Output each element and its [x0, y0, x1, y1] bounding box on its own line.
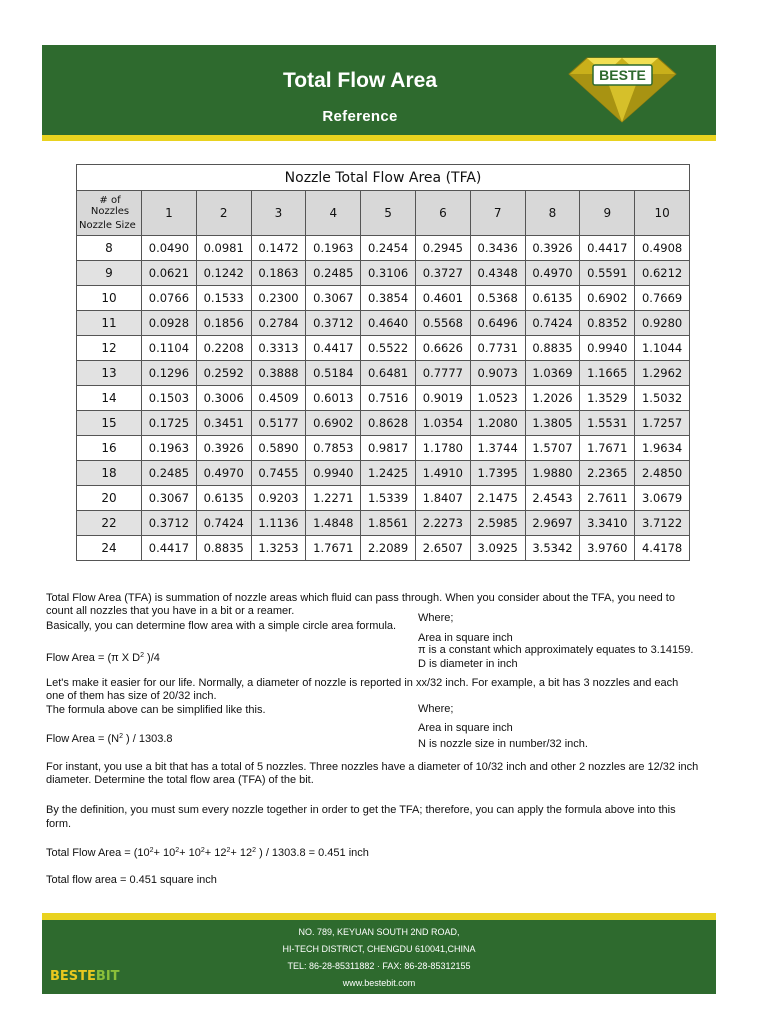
- tfa-value-cell: 0.1296: [142, 361, 197, 386]
- tfa-value-cell: 3.7122: [635, 511, 690, 536]
- formula3-term-3: + 12: [204, 847, 227, 859]
- tfa-value-cell: 0.0490: [142, 236, 197, 261]
- tfa-value-cell: 0.1963: [306, 236, 361, 261]
- example-line-1: For instant, you use a bit that has a total of 5 nozzles. Three nozzles have a diameter of 10/32 inch and other 2 nozzles are 12/32 inch: [46, 761, 699, 773]
- tfa-value-cell: 2.4543: [525, 486, 580, 511]
- intro-line-3: Basically, you can determine flow area with a simple circle area formula.: [46, 620, 397, 632]
- tfa-value-cell: 0.7455: [251, 461, 306, 486]
- tfa-value-cell: 0.1856: [196, 311, 251, 336]
- corner-header: [77, 191, 142, 236]
- table-body: [77, 236, 690, 561]
- tfa-value-cell: 0.0928: [142, 311, 197, 336]
- formula2-right: ) / 1303.8: [122, 733, 173, 745]
- beste-logo: [565, 52, 680, 126]
- tfa-value-cell: 0.9940: [306, 461, 361, 486]
- result-line: Total flow area = 0.451 square inch: [46, 874, 217, 886]
- tfa-value-cell: 0.3727: [415, 261, 470, 286]
- table-row: [77, 511, 690, 536]
- tfa-value-cell: 0.1503: [142, 386, 197, 411]
- tfa-value-cell: 0.6135: [196, 486, 251, 511]
- tfa-value-cell: 0.5368: [470, 286, 525, 311]
- tfa-value-cell: 0.5890: [251, 436, 306, 461]
- intro-line-1: Total Flow Area (TFA) is summation of nozzle areas which fluid can pass through. When you consider about the TFA, you need to: [46, 592, 675, 604]
- footer-website[interactable]: www.bestebit.com: [342, 978, 416, 988]
- tfa-value-cell: 0.1963: [142, 436, 197, 461]
- formula-simplified: [46, 733, 173, 746]
- tfa-value-cell: 1.3744: [470, 436, 525, 461]
- table-row: [77, 536, 690, 561]
- tfa-value-cell: 0.9203: [251, 486, 306, 511]
- table-row: [77, 411, 690, 436]
- tfa-value-cell: 0.6481: [361, 361, 416, 386]
- tfa-value-cell: 0.7853: [306, 436, 361, 461]
- tfa-value-cell: 0.8628: [361, 411, 416, 436]
- formula3-sup-3: 2: [200, 847, 205, 854]
- table-row: [77, 236, 690, 261]
- tfa-value-cell: 0.0766: [142, 286, 197, 311]
- definition-line-2: form.: [46, 818, 72, 830]
- tfa-value-cell: 0.4417: [580, 236, 635, 261]
- formula3-sup-5: 2: [252, 847, 257, 854]
- tfa-value-cell: 1.7671: [580, 436, 635, 461]
- tfa-value-cell: 0.4908: [635, 236, 690, 261]
- tfa-value-cell: 0.7669: [635, 286, 690, 311]
- formula3-sup-4: 2: [226, 847, 231, 854]
- nozzle-size-cell: 11: [77, 311, 142, 336]
- tfa-value-cell: 1.5032: [635, 386, 690, 411]
- footer-logo-bit: BIT: [95, 969, 120, 984]
- tfa-value-cell: 0.6626: [415, 336, 470, 361]
- column-header: 8: [525, 191, 580, 236]
- column-header: 4: [306, 191, 361, 236]
- tfa-value-cell: 0.9019: [415, 386, 470, 411]
- table-row: [77, 286, 690, 311]
- tfa-value-cell: 0.5177: [251, 411, 306, 436]
- tfa-value-cell: 0.3451: [196, 411, 251, 436]
- tfa-value-cell: 2.1475: [470, 486, 525, 511]
- tfa-value-cell: 1.1780: [415, 436, 470, 461]
- formula3-sup-2: 2: [175, 847, 180, 854]
- where1-pi: π is a constant which approximately equates to 3.14159.: [418, 644, 694, 656]
- nozzle-size-cell: 24: [77, 536, 142, 561]
- formula3-end: ) / 1303.8 = 0.451 inch: [256, 847, 369, 859]
- tfa-value-cell: 0.3067: [142, 486, 197, 511]
- formula1-superscript: 2: [140, 652, 144, 659]
- tfa-value-cell: 0.7516: [361, 386, 416, 411]
- tfa-value-cell: 0.5184: [306, 361, 361, 386]
- tfa-value-cell: 0.2454: [361, 236, 416, 261]
- formula-circle-area: [46, 652, 160, 665]
- formula2-superscript: 2: [119, 733, 123, 740]
- tfa-value-cell: 1.4910: [415, 461, 470, 486]
- table-row: [77, 261, 690, 286]
- tfa-value-cell: 1.0523: [470, 386, 525, 411]
- tfa-value-cell: 2.4850: [635, 461, 690, 486]
- tfa-value-cell: 1.5339: [361, 486, 416, 511]
- tfa-value-cell: 0.7424: [525, 311, 580, 336]
- tfa-value-cell: 0.1104: [142, 336, 197, 361]
- nozzle-size-cell: 22: [77, 511, 142, 536]
- tfa-value-cell: 0.1472: [251, 236, 306, 261]
- column-header: 10: [635, 191, 690, 236]
- where1-d: D is diameter in inch: [418, 658, 518, 670]
- tfa-value-cell: 2.6507: [415, 536, 470, 561]
- tfa-value-cell: 0.3926: [525, 236, 580, 261]
- tfa-value-cell: 0.0981: [196, 236, 251, 261]
- tfa-value-cell: 0.4417: [306, 336, 361, 361]
- nozzle-size-cell: 10: [77, 286, 142, 311]
- footer-logo-beste: BESTE: [50, 969, 96, 984]
- table-row: [77, 311, 690, 336]
- tfa-value-cell: 1.0369: [525, 361, 580, 386]
- tfa-value-cell: 2.2273: [415, 511, 470, 536]
- formula-total: [46, 847, 369, 860]
- tfa-value-cell: 0.5591: [580, 261, 635, 286]
- formula2-left: Flow Area = (N: [46, 733, 120, 745]
- tfa-value-cell: 0.3106: [361, 261, 416, 286]
- tfa-value-cell: 0.3712: [306, 311, 361, 336]
- formula3-term-1: + 10: [153, 847, 176, 859]
- tfa-value-cell: 0.2784: [251, 311, 306, 336]
- column-header: 9: [580, 191, 635, 236]
- tfa-value-cell: 0.3313: [251, 336, 306, 361]
- tfa-value-cell: 3.0925: [470, 536, 525, 561]
- formula3-sup-1: 2: [149, 847, 154, 854]
- tfa-value-cell: 0.4509: [251, 386, 306, 411]
- tfa-value-cell: 2.2365: [580, 461, 635, 486]
- nozzle-size-cell: 8: [77, 236, 142, 261]
- tfa-value-cell: 0.8835: [196, 536, 251, 561]
- column-header: 7: [470, 191, 525, 236]
- tfa-value-cell: 2.2089: [361, 536, 416, 561]
- table-row: [77, 486, 690, 511]
- tfa-value-cell: 0.4640: [361, 311, 416, 336]
- where1-area: Area in square inch: [418, 632, 513, 644]
- tfa-value-cell: 1.1136: [251, 511, 306, 536]
- tfa-value-cell: 0.2485: [306, 261, 361, 286]
- table-row: [77, 336, 690, 361]
- table-row: [77, 436, 690, 461]
- tfa-value-cell: 0.4601: [415, 286, 470, 311]
- tfa-value-cell: 0.3712: [142, 511, 197, 536]
- nozzle-size-cell: 12: [77, 336, 142, 361]
- definition-line-1: By the definition, you must sum every nozzle together in order to get the TFA; therefore, you can apply the formula above into this: [46, 804, 676, 816]
- tfa-value-cell: 0.4348: [470, 261, 525, 286]
- tfa-value-cell: 1.2962: [635, 361, 690, 386]
- intro-line-2: count all nozzles that you have in a bit or a reamer.: [46, 605, 295, 617]
- tfa-value-cell: 0.1242: [196, 261, 251, 286]
- tfa-value-cell: 2.5985: [470, 511, 525, 536]
- tfa-value-cell: 0.6902: [306, 411, 361, 436]
- footer-stripe: [42, 913, 716, 920]
- column-header: 5: [361, 191, 416, 236]
- tfa-value-cell: 0.2945: [415, 236, 470, 261]
- tfa-value-cell: 0.4417: [142, 536, 197, 561]
- formula3-term-4: + 12: [230, 847, 253, 859]
- tfa-value-cell: 0.8835: [525, 336, 580, 361]
- table-row: [77, 361, 690, 386]
- nozzle-size-cell: 13: [77, 361, 142, 386]
- simplify-line-1: Let's make it easier for our life. Normally, a diameter of nozzle is reported in xx/32 inch. For example, a bit has 3 nozzles and each: [46, 677, 679, 689]
- table-row: [77, 386, 690, 411]
- tfa-value-cell: 2.7611: [580, 486, 635, 511]
- tfa-value-cell: 1.1044: [635, 336, 690, 361]
- tfa-value-cell: 0.1725: [142, 411, 197, 436]
- tfa-value-cell: 0.3926: [196, 436, 251, 461]
- tfa-value-cell: 0.3067: [306, 286, 361, 311]
- corner-nozzles-label: # of Nozzles: [90, 195, 130, 217]
- tfa-value-cell: 0.6013: [306, 386, 361, 411]
- tfa-value-cell: 0.9817: [361, 436, 416, 461]
- where2-n: N is nozzle size in number/32 inch.: [418, 738, 588, 750]
- tfa-value-cell: 0.2208: [196, 336, 251, 361]
- nozzle-size-cell: 20: [77, 486, 142, 511]
- simplify-line-3: The formula above can be simplified like this.: [46, 704, 266, 716]
- tfa-value-cell: 0.4970: [196, 461, 251, 486]
- tfa-value-cell: 1.2271: [306, 486, 361, 511]
- tfa-value-cell: 1.5707: [525, 436, 580, 461]
- footer-address-1: NO. 789, KEYUAN SOUTH 2ND ROAD,: [298, 927, 460, 937]
- corner-size-label: Nozzle Size: [79, 220, 136, 231]
- where-label-2: Where;: [418, 703, 454, 715]
- tfa-value-cell: 1.7395: [470, 461, 525, 486]
- tfa-value-cell: 1.9634: [635, 436, 690, 461]
- tfa-value-cell: 1.2425: [361, 461, 416, 486]
- tfa-value-cell: 0.5568: [415, 311, 470, 336]
- tfa-value-cell: 0.7424: [196, 511, 251, 536]
- tfa-value-cell: 0.1533: [196, 286, 251, 311]
- tfa-value-cell: 1.1665: [580, 361, 635, 386]
- where-label-1: Where;: [418, 612, 454, 624]
- tfa-value-cell: 1.3529: [580, 386, 635, 411]
- tfa-value-cell: 0.6212: [635, 261, 690, 286]
- tfa-value-cell: 0.7777: [415, 361, 470, 386]
- footer-phone: TEL: 86-28-85311882 · FAX: 86-28-85312155: [287, 961, 471, 971]
- tfa-value-cell: 0.3006: [196, 386, 251, 411]
- tfa-value-cell: 1.9880: [525, 461, 580, 486]
- tfa-value-cell: 0.5522: [361, 336, 416, 361]
- tfa-value-cell: 3.9760: [580, 536, 635, 561]
- tfa-value-cell: 1.8561: [361, 511, 416, 536]
- tfa-value-cell: 1.4848: [306, 511, 361, 536]
- table-caption: Nozzle Total Flow Area (TFA): [77, 165, 690, 191]
- tfa-value-cell: 0.2300: [251, 286, 306, 311]
- tfa-value-cell: 0.9280: [635, 311, 690, 336]
- example-line-2: diameter. Determine the total flow area (TFA) of the bit.: [46, 774, 314, 786]
- table-row: [77, 461, 690, 486]
- footer-logo: [50, 969, 120, 984]
- tfa-value-cell: 1.3805: [525, 411, 580, 436]
- formula1-left: Flow Area = (π X D: [46, 652, 141, 664]
- tfa-value-cell: 1.2026: [525, 386, 580, 411]
- tfa-value-cell: 0.9940: [580, 336, 635, 361]
- nozzle-size-cell: 16: [77, 436, 142, 461]
- nozzle-size-cell: 9: [77, 261, 142, 286]
- tfa-value-cell: 0.9073: [470, 361, 525, 386]
- tfa-value-cell: 0.0621: [142, 261, 197, 286]
- simplify-line-2: one of them has size of 20/32 inch.: [46, 690, 217, 702]
- where2-area: Area in square inch: [418, 722, 513, 734]
- footer-address-2: HI-TECH DISTRICT, CHENGDU 610041,CHINA: [282, 944, 476, 954]
- tfa-value-cell: 0.2592: [196, 361, 251, 386]
- nozzle-size-cell: 18: [77, 461, 142, 486]
- column-header-row: [77, 191, 690, 236]
- tfa-value-cell: 3.0679: [635, 486, 690, 511]
- tfa-value-cell: 0.6902: [580, 286, 635, 311]
- tfa-value-cell: 3.5342: [525, 536, 580, 561]
- tfa-value-cell: 1.7257: [635, 411, 690, 436]
- column-header: 3: [251, 191, 306, 236]
- logo-text: BESTE: [599, 67, 646, 83]
- tfa-value-cell: 1.7671: [306, 536, 361, 561]
- page-title: Total Flow Area: [282, 69, 437, 92]
- tfa-value-cell: 0.4970: [525, 261, 580, 286]
- tfa-value-cell: 0.1863: [251, 261, 306, 286]
- tfa-value-cell: 0.3888: [251, 361, 306, 386]
- tfa-value-cell: 1.3253: [251, 536, 306, 561]
- column-header: 2: [196, 191, 251, 236]
- tfa-value-cell: 4.4178: [635, 536, 690, 561]
- tfa-value-cell: 1.5531: [580, 411, 635, 436]
- tfa-value-cell: 0.8352: [580, 311, 635, 336]
- nozzle-size-cell: 14: [77, 386, 142, 411]
- tfa-value-cell: 1.2080: [470, 411, 525, 436]
- tfa-value-cell: 0.2485: [142, 461, 197, 486]
- tfa-value-cell: 1.0354: [415, 411, 470, 436]
- nozzle-size-cell: 15: [77, 411, 142, 436]
- column-header: 1: [142, 191, 197, 236]
- tfa-value-cell: 0.6135: [525, 286, 580, 311]
- formula3-term-2: + 10: [179, 847, 201, 859]
- formula1-right: )/4: [144, 652, 160, 664]
- tfa-value-cell: 2.9697: [525, 511, 580, 536]
- column-header: 6: [415, 191, 470, 236]
- tfa-value-cell: 0.3436: [470, 236, 525, 261]
- page-subtitle: Reference: [322, 108, 398, 125]
- header-stripe: [42, 135, 716, 141]
- tfa-table: [76, 164, 690, 561]
- formula3-prefix: Total Flow Area = (10: [46, 847, 150, 859]
- tfa-value-cell: 0.7731: [470, 336, 525, 361]
- tfa-value-cell: 3.3410: [580, 511, 635, 536]
- tfa-value-cell: 0.6496: [470, 311, 525, 336]
- tfa-value-cell: 0.3854: [361, 286, 416, 311]
- tfa-value-cell: 1.8407: [415, 486, 470, 511]
